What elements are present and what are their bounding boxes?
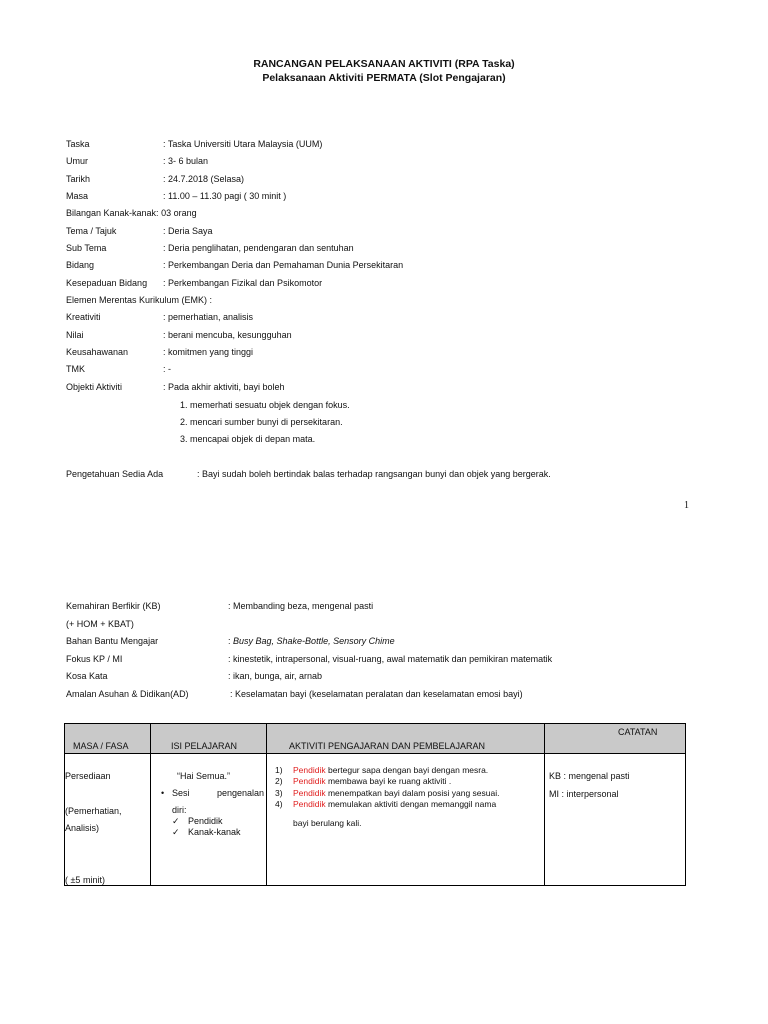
masa-duration: ( ±5 minit) bbox=[65, 875, 105, 885]
catatan-mi: MI : interpersonal bbox=[549, 789, 619, 799]
activity-number: 4) bbox=[275, 799, 283, 809]
bbm-colon: : bbox=[228, 636, 234, 646]
info-value: : Taska Universiti Utara Malaysia (UUM) bbox=[163, 139, 323, 149]
check-icon: ✓ bbox=[172, 816, 180, 826]
kb-value: : Membanding beza, mengenal pasti bbox=[228, 601, 374, 611]
objective-item: 1. memerhati sesuatu objek dengan fokus. bbox=[180, 400, 350, 410]
activity-text bbox=[293, 776, 451, 786]
info-label: Masa bbox=[66, 191, 89, 201]
amalan-value: : Keselamatan bayi (keselamatan peralatan dan keselamatan emosi bayi) bbox=[230, 689, 523, 699]
isi-sesi: Sesi bbox=[172, 788, 190, 798]
kosa-kata-value: : ikan, bunga, air, arnab bbox=[228, 671, 323, 681]
isi-kanak-kanak: Kanak-kanak bbox=[188, 827, 241, 837]
activity-keyword: Pendidik bbox=[293, 799, 326, 809]
isi-bullet: • bbox=[161, 788, 165, 798]
info-value: : komitmen yang tinggi bbox=[163, 347, 254, 357]
bbm-value bbox=[228, 636, 395, 646]
document-title: RANCANGAN PELAKSANAAN AKTIVITI (RPA Taska) bbox=[253, 58, 515, 70]
info-value: : - bbox=[163, 364, 171, 374]
column-divider bbox=[150, 724, 151, 885]
info-label: Elemen Merentas Kurikulum (EMK) : bbox=[66, 295, 213, 305]
column-divider bbox=[266, 724, 267, 885]
activity-text bbox=[293, 765, 488, 775]
info-label: Tarikh bbox=[66, 174, 91, 184]
info-label: Kreativiti bbox=[66, 312, 101, 322]
info-value: : 24.7.2018 (Selasa) bbox=[163, 174, 245, 184]
prior-knowledge-row bbox=[66, 469, 551, 479]
activity-number: 1) bbox=[275, 765, 283, 775]
info-label: Taska bbox=[66, 139, 90, 149]
info-value: : 11.00 – 11.30 pagi ( 30 minit ) bbox=[163, 191, 287, 201]
info-label: Nilai bbox=[66, 330, 84, 340]
activity-text bbox=[293, 799, 496, 809]
activity-keyword: Pendidik bbox=[293, 776, 326, 786]
header-aktiviti: AKTIVITI PENGAJARAN DAN PEMBELAJARAN bbox=[289, 741, 486, 751]
isi-greeting: “Hai Semua.” bbox=[177, 771, 231, 781]
page-number: 1 bbox=[684, 500, 689, 511]
kb-label: Kemahiran Berfikir (KB) bbox=[66, 601, 161, 611]
isi-pengenalan: pengenalan bbox=[217, 788, 265, 798]
header-isi-pelajaran: ISI PELAJARAN bbox=[171, 741, 238, 751]
info-label: Umur bbox=[66, 156, 88, 166]
info-value: : Pada akhir aktiviti, bayi boleh bbox=[163, 382, 285, 392]
info-label: Kesepaduan Bidang bbox=[66, 278, 148, 288]
bbm-label: Bahan Bantu Mengajar bbox=[66, 636, 159, 646]
header-catatan: CATATAN bbox=[618, 727, 658, 737]
info-label: Tema / Tajuk bbox=[66, 226, 117, 236]
fokus-label: Fokus KP / MI bbox=[66, 654, 123, 664]
info-value: : Perkembangan Deria dan Pemahaman Dunia Persekitaran bbox=[163, 260, 404, 270]
activity-keyword: Pendidik bbox=[293, 765, 326, 775]
info-value: : Deria penglihatan, pendengaran dan sentuhan bbox=[163, 243, 354, 253]
info-value: : berani mencuba, kesungguhan bbox=[163, 330, 292, 340]
info-value: : 3- 6 bulan bbox=[163, 156, 209, 166]
kosa-kata-label: Kosa Kata bbox=[66, 671, 108, 681]
prior-knowledge-label: Pengetahuan Sedia Ada bbox=[66, 469, 164, 479]
header-masa-fasa: MASA / FASA bbox=[73, 741, 129, 751]
masa-note-1: (Pemerhatian, bbox=[65, 806, 122, 816]
masa-phase: Persediaan bbox=[65, 771, 111, 781]
activity-keyword: Pendidik bbox=[293, 788, 326, 798]
isi-diri: diri: bbox=[172, 805, 187, 815]
info-value: : Perkembangan Fizikal dan Psikomotor bbox=[163, 278, 323, 288]
amalan-label: Amalan Asuhan & Didikan(AD) bbox=[66, 689, 189, 699]
bbm-materials: Busy Bag, Shake-Bottle, Sensory Chime bbox=[233, 636, 395, 646]
hom-label: (+ HOM + KBAT) bbox=[66, 619, 134, 629]
activity-number: 2) bbox=[275, 776, 283, 786]
info-label: Bilangan Kanak-kanak: 03 orang bbox=[66, 208, 197, 218]
lesson-table bbox=[64, 723, 686, 886]
info-label: TMK bbox=[66, 364, 85, 374]
info-value: : pemerhatian, analisis bbox=[163, 312, 254, 322]
document-subtitle: Pelaksanaan Aktiviti PERMATA (Slot Pengajaran) bbox=[262, 72, 506, 84]
info-label: Sub Tema bbox=[66, 243, 107, 253]
activity-description: memulakan aktiviti dengan memanggil nama bbox=[325, 799, 497, 809]
activity-number: 3) bbox=[275, 788, 283, 798]
catatan-kb: KB : mengenal pasti bbox=[549, 771, 630, 781]
column-divider bbox=[544, 724, 545, 885]
activity-description: menempatkan bayi dalam posisi yang sesuai. bbox=[325, 788, 500, 798]
objective-item: 3. mencapai objek di depan mata. bbox=[180, 434, 316, 444]
masa-note-2: Analisis) bbox=[65, 823, 100, 833]
prior-knowledge-value: : Bayi sudah boleh bertindak balas terhadap rangsangan bunyi dan objek yang bergerak. bbox=[197, 469, 551, 479]
info-label: Objekti Aktiviti bbox=[66, 382, 123, 392]
fokus-value: : kinestetik, intrapersonal, visual-ruang, awal matematik dan pemikiran matematik bbox=[228, 654, 553, 664]
activity-continuation: bayi berulang kali. bbox=[293, 818, 362, 828]
activity-description: membawa bayi ke ruang aktiviti . bbox=[325, 776, 452, 786]
check-icon: ✓ bbox=[172, 827, 180, 837]
activity-description: bertegur sapa dengan bayi dengan mesra. bbox=[325, 765, 489, 775]
isi-pendidik: Pendidik bbox=[188, 816, 223, 826]
objective-item: 2. mencari sumber bunyi di persekitaran. bbox=[180, 417, 343, 427]
info-label: Keusahawanan bbox=[66, 347, 129, 357]
info-value: : Deria Saya bbox=[163, 226, 213, 236]
info-label: Bidang bbox=[66, 260, 95, 270]
activity-text bbox=[293, 788, 499, 798]
